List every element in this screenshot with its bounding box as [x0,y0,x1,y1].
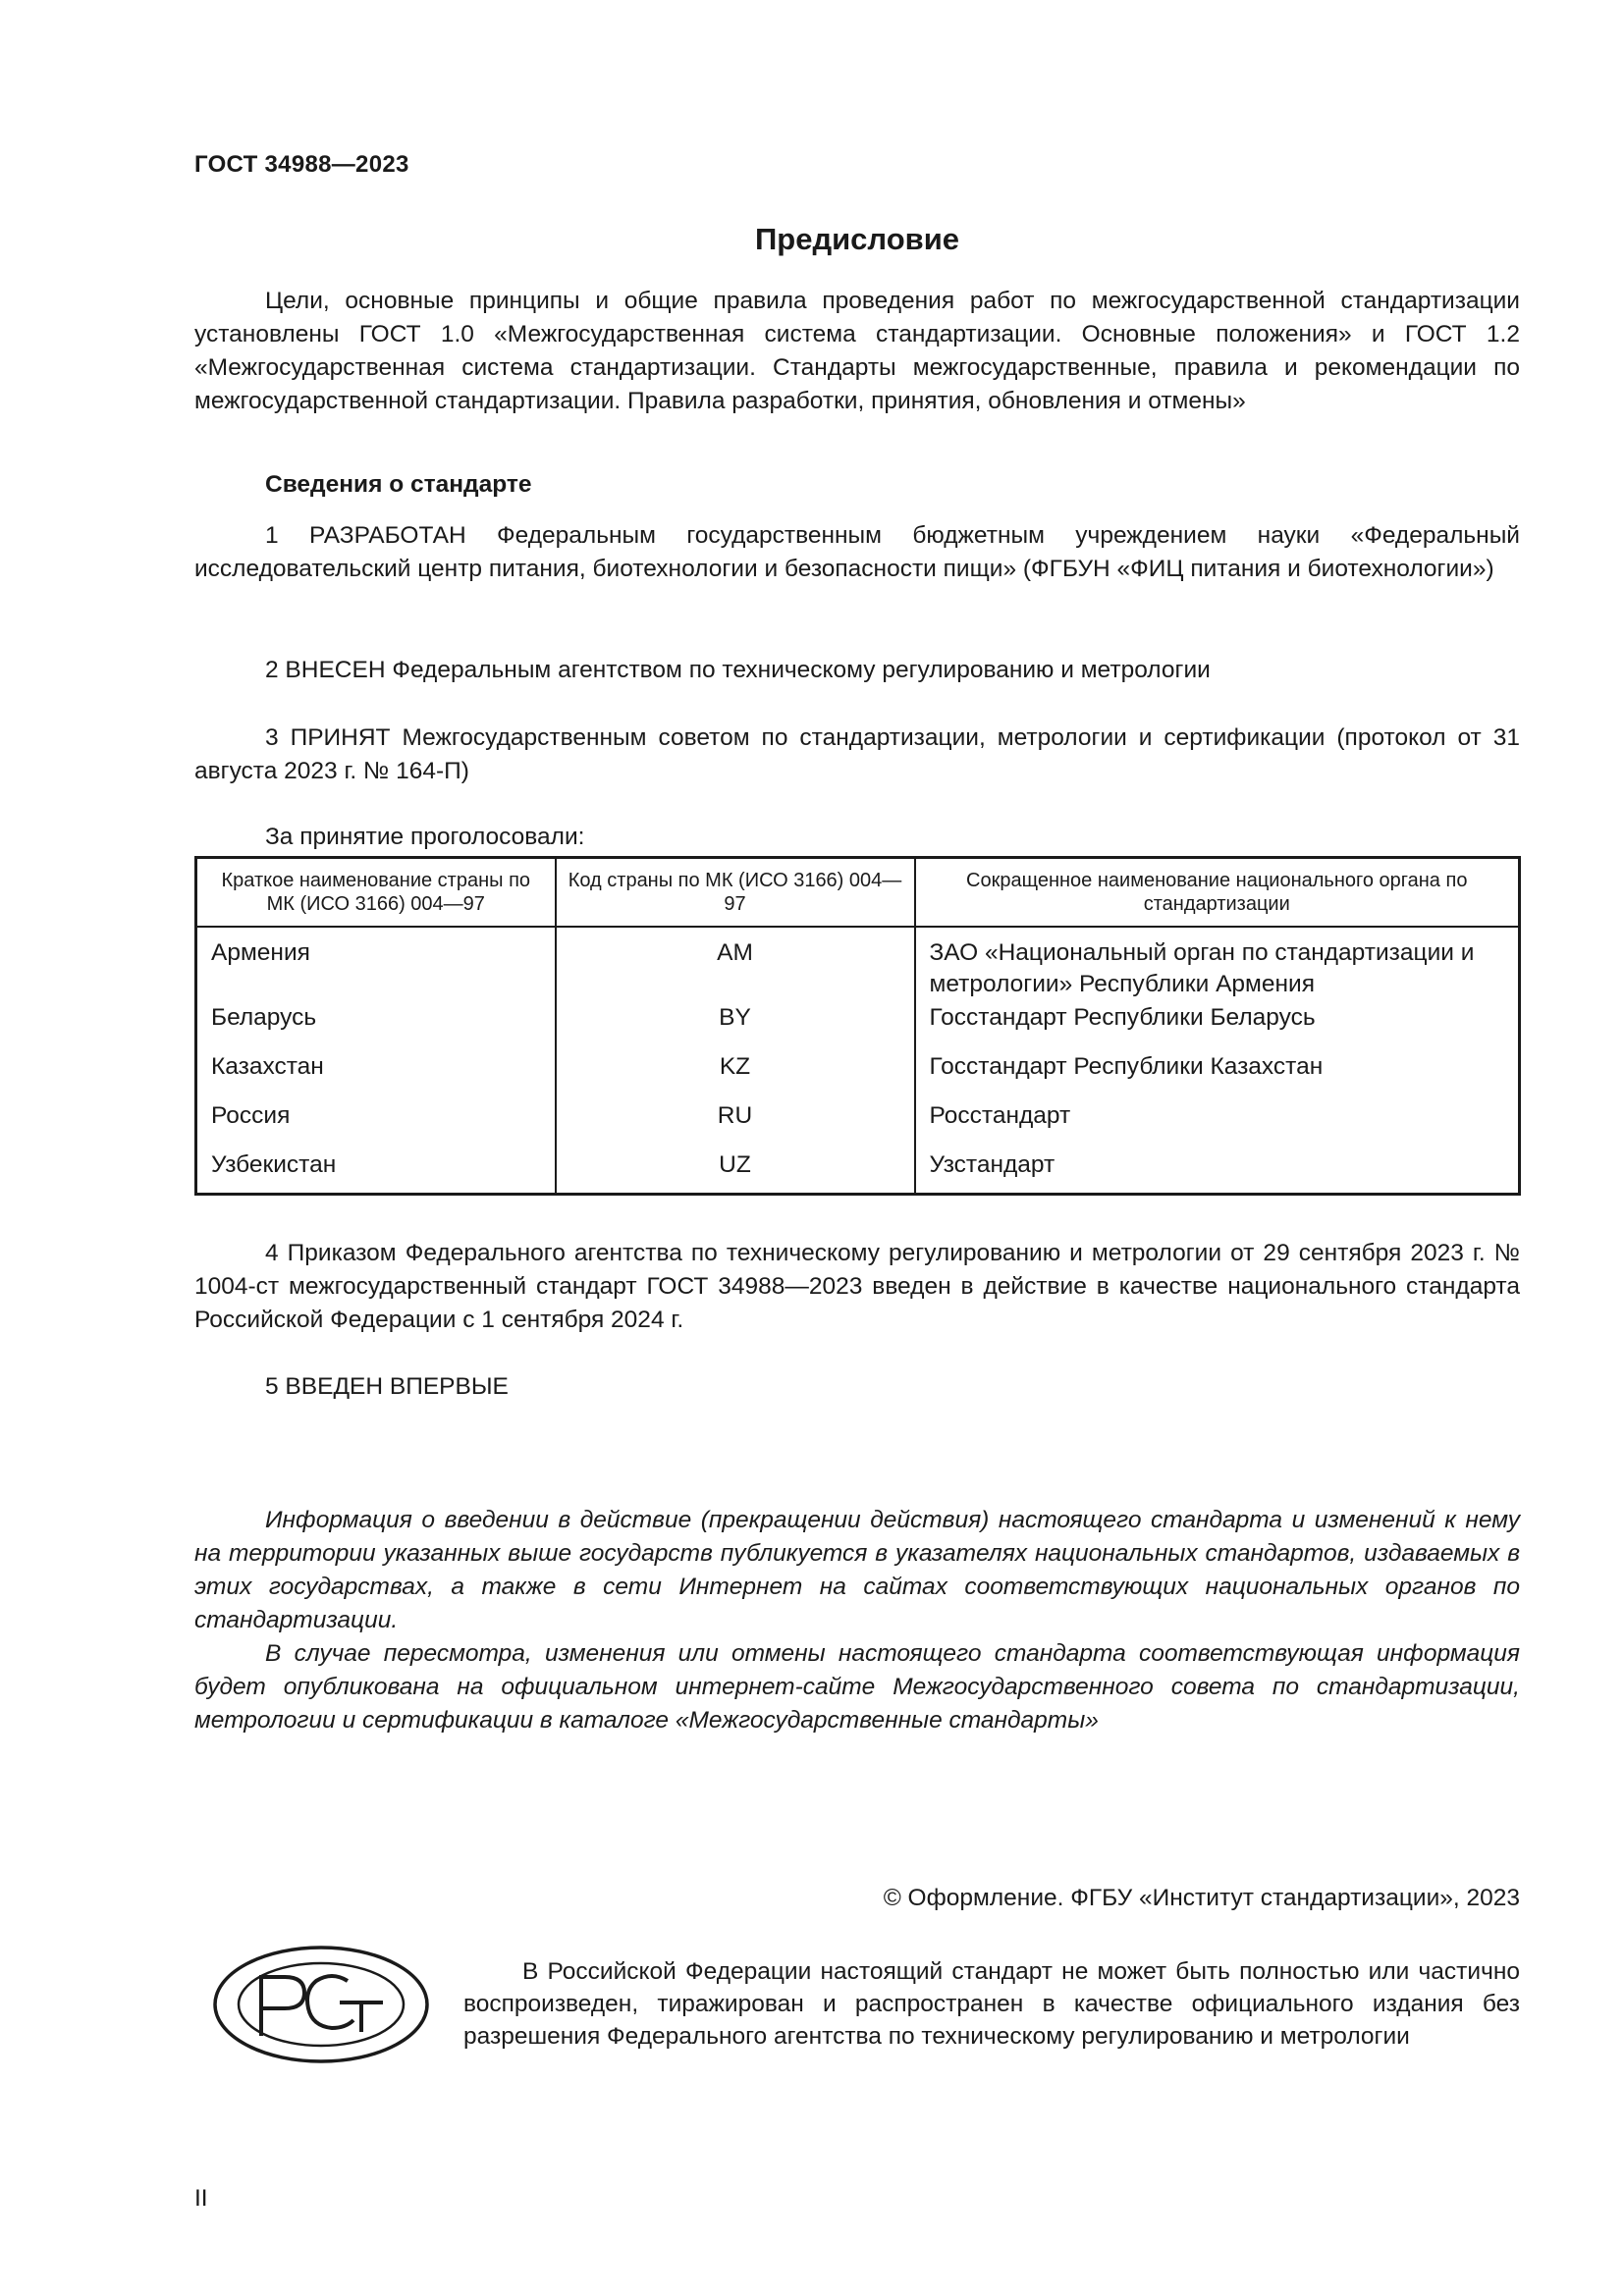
page-number: II [194,2185,208,2212]
national-authority: ЗАО «Национальный орган по стандартизации и метрологии» Республики Армения [929,939,1475,997]
item-3-adopted: 3 ПРИНЯТ Межгосударственным советом по стандартизации, метрологии и сертификации (протокол от 31 августа 2023 г. № 164-П) [194,724,1520,784]
item-5-first-introduced: 5 ВВЕДЕН ВПЕРВЫЕ [265,1373,509,1400]
country-code: RU [556,1100,915,1149]
column-header-country: Краткое наименование страны по МК (ИСО 3166) 004—97 [196,858,556,928]
standard-info-heading: Сведения о стандарте [265,471,532,498]
national-authority: Госстандарт Республики Казахстан [929,1053,1324,1080]
table-row [196,1002,1520,1051]
table-row [196,927,1520,1002]
item-4-order: 4 Приказом Федерального агентства по техническому регулированию и метрологии от 29 сентября 2023 г. № 1004-ст межгосударственный стандарт ГОСТ 34988—2023 введен в действие в качестве национального стандарта Российской Федерации с 1 сентября 2024 г. [194,1240,1520,1333]
country-code: BY [556,1002,915,1051]
item-1-developed: 1 РАЗРАБОТАН Федеральным государственным бюджетным учреждением науки «Федеральный исследовательский центр питания, биотехнологии и безопасности пищи» (ФГБУН «ФИЦ питания и биотехнологии») [194,522,1520,582]
country-name: Беларусь [196,1002,556,1051]
note-revision-info: В случае пересмотра, изменения или отмены настоящего стандарта соответствующая информация будет опубликована на официальном интернет-сайте Межгосударственного совета по стандартизации, метрологии и сертификации в каталоге «Межгосударственные стандарты» [194,1640,1520,1734]
country-name: Узбекистан [196,1149,556,1195]
national-authority: Узстандарт [929,1151,1056,1178]
table-header-row [196,858,1520,928]
country-code: UZ [556,1149,915,1195]
note-introduction-info: Информация о введении в действие (прекращении действия) настоящего стандарта и изменений к нему на территории указанных выше государств публикуется в указателях национальных стандартов, издаваемых в этих государствах, а также в сети Интернет на сайтах соответствующих национальных органов по стандартизации. [194,1507,1520,1633]
intro-paragraph: Цели, основные принципы и общие правила проведения работ по межгосударственной стандартизации установлены ГОСТ 1.0 «Межгосударственная система стандартизации. Основные положения» и ГОСТ 1.2 «Межгосударственная система стандартизации. Стандарты межгосударственные, правила и рекомендации по межгосударственной стандартизации. Правила разработки, принятия, обновления и отмены» [194,288,1520,414]
table-row [196,1051,1520,1100]
table-row [196,1149,1520,1195]
standard-code: ГОСТ 34988—2023 [194,151,409,178]
country-name: Казахстан [196,1051,556,1100]
reproduction-notice-text: В Российской Федерации настоящий стандарт не может быть полностью или частично воспроизведен, тиражирован и распространен в качестве официального издания без разрешения Федерального агентства по техническому регулированию и метрологии [463,1958,1520,2050]
table-row [196,1100,1520,1149]
country-code: KZ [556,1051,915,1100]
reproduction-notice [463,1955,1520,2053]
copyright-line: © Оформление. ФГБУ «Институт стандартизации», 2023 [883,1885,1520,1911]
country-name: Армения [196,927,556,1002]
item-2-submitted: 2 ВНЕСЕН Федеральным агентством по техническому регулированию и метрологии [265,657,1211,683]
page-title: Предисловие [754,222,959,256]
country-code: AM [556,927,915,1002]
national-authority: Госстандарт Республики Беларусь [929,1004,1316,1031]
column-header-code: Код страны по МК (ИСО 3166) 004—97 [556,858,915,928]
rst-logo-icon [210,1942,432,2067]
votes-caption: За принятие проголосовали: [265,824,585,850]
column-header-authority: Сокращенное наименование национального органа по стандартизации [915,858,1520,928]
country-name: Россия [196,1100,556,1149]
voting-countries-table [194,856,1521,1196]
national-authority: Росстандарт [929,1102,1071,1129]
